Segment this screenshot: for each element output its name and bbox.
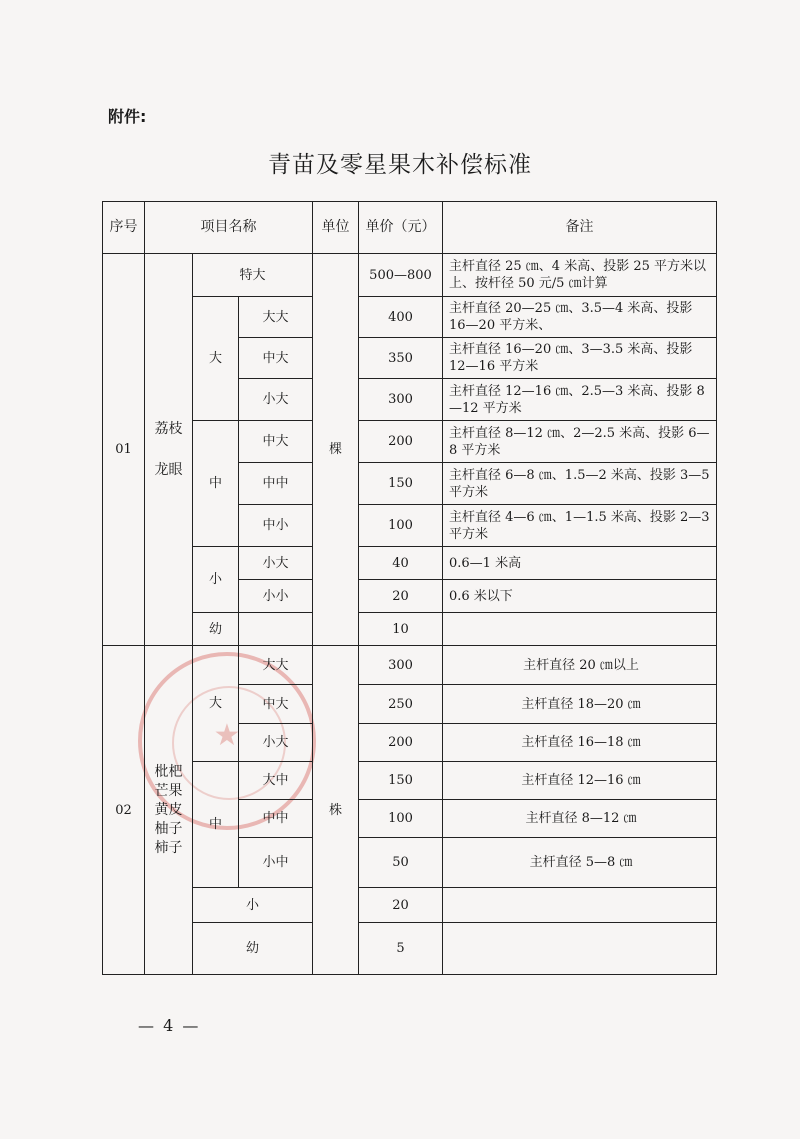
note-cell: 主杆直径 25 ㎝、4 米高、投影 25 平方米以上、按杆径 50 元/5 ㎝计算 bbox=[443, 254, 717, 297]
note-cell: 主杆直径 8—12 ㎝、2—2.5 米高、投影 6—8 平方米 bbox=[443, 421, 717, 463]
price-cell: 100 bbox=[359, 800, 443, 838]
unit-cell: 株 bbox=[313, 646, 359, 975]
size-cell: 中 bbox=[193, 762, 239, 888]
note-cell bbox=[443, 613, 717, 646]
price-cell: 50 bbox=[359, 838, 443, 888]
grade-cell: 中大 bbox=[239, 338, 313, 379]
price-cell: 40 bbox=[359, 547, 443, 580]
table-row bbox=[103, 646, 717, 685]
grade-cell: 特大 bbox=[193, 254, 313, 297]
table-header-row bbox=[103, 202, 717, 254]
header-no: 序号 bbox=[103, 202, 145, 254]
grade-cell: 中大 bbox=[239, 685, 313, 724]
note-cell bbox=[443, 888, 717, 923]
group-no: 02 bbox=[103, 646, 145, 975]
price-cell: 250 bbox=[359, 685, 443, 724]
price-cell: 5 bbox=[359, 923, 443, 975]
grade-cell: 小大 bbox=[239, 547, 313, 580]
header-price: 单价（元） bbox=[359, 202, 443, 254]
note-cell: 0.6 米以下 bbox=[443, 580, 717, 613]
price-cell: 500—800 bbox=[359, 254, 443, 297]
size-cell: 小 bbox=[193, 547, 239, 613]
note-cell: 主杆直径 20 ㎝以上 bbox=[443, 646, 717, 685]
price-cell: 20 bbox=[359, 888, 443, 923]
grade-cell: 小中 bbox=[239, 838, 313, 888]
table-row bbox=[103, 762, 717, 800]
table-row bbox=[103, 421, 717, 463]
group-no: 01 bbox=[103, 254, 145, 646]
note-cell: 主杆直径 16—20 ㎝、3—3.5 米高、投影 12—16 平方米 bbox=[443, 338, 717, 379]
attachment-label: 附件: bbox=[108, 107, 147, 126]
note-cell: 主杆直径 5—8 ㎝ bbox=[443, 838, 717, 888]
official-seal: ★ bbox=[138, 652, 316, 830]
size-cell: 大 bbox=[193, 297, 239, 421]
size-cell: 幼 bbox=[193, 923, 313, 975]
grade-cell: 小大 bbox=[239, 724, 313, 762]
table-row bbox=[103, 923, 717, 975]
table-row bbox=[103, 297, 717, 338]
price-cell: 20 bbox=[359, 580, 443, 613]
note-cell bbox=[443, 923, 717, 975]
size-cell: 中 bbox=[193, 421, 239, 547]
grade-cell: 中中 bbox=[239, 800, 313, 838]
note-cell: 主杆直径 6—8 ㎝、1.5—2 米高、投影 3—5 平方米 bbox=[443, 463, 717, 505]
price-cell: 150 bbox=[359, 762, 443, 800]
size-cell: 大 bbox=[193, 646, 239, 762]
page-number: — 4 — bbox=[138, 1016, 201, 1035]
note-cell: 0.6—1 米高 bbox=[443, 547, 717, 580]
group-name: 荔枝 龙眼 bbox=[145, 254, 193, 646]
grade-cell: 中小 bbox=[239, 505, 313, 547]
note-cell: 主杆直径 4—6 ㎝、1—1.5 米高、投影 2—3 平方米 bbox=[443, 505, 717, 547]
document-title: 青苗及零星果木补偿标准 bbox=[268, 152, 532, 178]
note-cell: 主杆直径 20—25 ㎝、3.5—4 米高、投影 16—20 平方米、 bbox=[443, 297, 717, 338]
table-row bbox=[103, 888, 717, 923]
group-name: 枇杷 芒果 黄皮 柚子 柿子 bbox=[145, 646, 193, 975]
size-cell: 幼 bbox=[193, 613, 239, 646]
price-cell: 150 bbox=[359, 463, 443, 505]
note-cell: 主杆直径 18—20 ㎝ bbox=[443, 685, 717, 724]
note-cell: 主杆直径 16—18 ㎝ bbox=[443, 724, 717, 762]
price-cell: 400 bbox=[359, 297, 443, 338]
price-cell: 10 bbox=[359, 613, 443, 646]
grade-cell: 中大 bbox=[239, 421, 313, 463]
note-cell: 主杆直径 8—12 ㎝ bbox=[443, 800, 717, 838]
note-cell: 主杆直径 12—16 ㎝ bbox=[443, 762, 717, 800]
grade-cell: 大中 bbox=[239, 762, 313, 800]
price-cell: 200 bbox=[359, 724, 443, 762]
grade-cell: 中中 bbox=[239, 463, 313, 505]
price-cell: 100 bbox=[359, 505, 443, 547]
table-row bbox=[103, 254, 717, 297]
compensation-table bbox=[102, 201, 717, 975]
table-row bbox=[103, 547, 717, 580]
header-name: 项目名称 bbox=[145, 202, 313, 254]
note-cell: 主杆直径 12—16 ㎝、2.5—3 米高、投影 8—12 平方米 bbox=[443, 379, 717, 421]
grade-cell: 小大 bbox=[239, 379, 313, 421]
size-cell: 小 bbox=[193, 888, 313, 923]
grade-cell: 大大 bbox=[239, 646, 313, 685]
table-row bbox=[103, 613, 717, 646]
grade-cell: 小小 bbox=[239, 580, 313, 613]
price-cell: 350 bbox=[359, 338, 443, 379]
grade-cell: 大大 bbox=[239, 297, 313, 338]
header-unit: 单位 bbox=[313, 202, 359, 254]
price-cell: 300 bbox=[359, 646, 443, 685]
header-note: 备注 bbox=[443, 202, 717, 254]
price-cell: 200 bbox=[359, 421, 443, 463]
unit-cell: 棵 bbox=[313, 254, 359, 646]
grade-cell bbox=[239, 613, 313, 646]
price-cell: 300 bbox=[359, 379, 443, 421]
